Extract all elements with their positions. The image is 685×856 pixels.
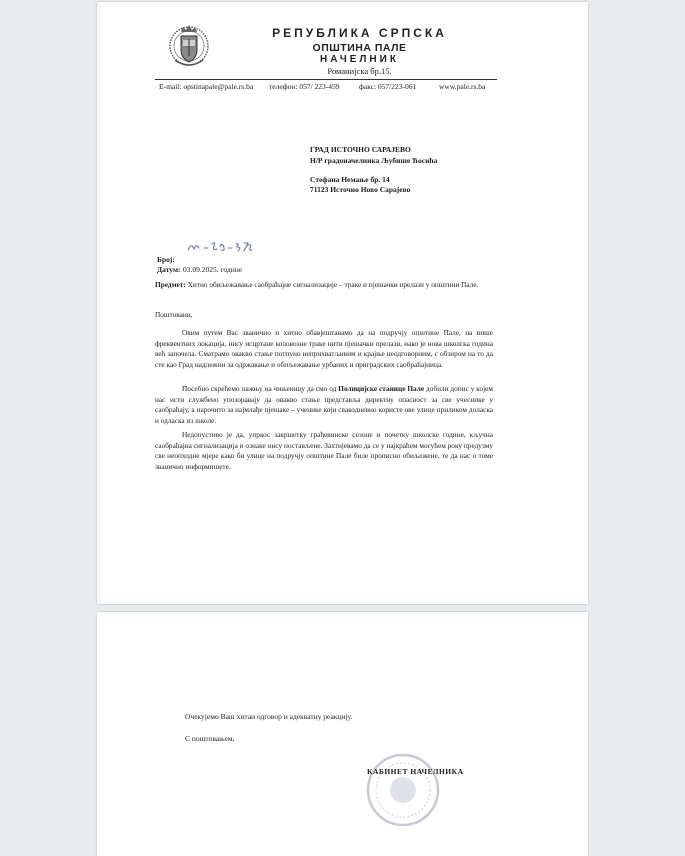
- letter-page-2: [97, 612, 588, 856]
- letterhead-office: НАЧЕЛНИК: [320, 54, 399, 65]
- subject-text: Хитно обиљежавање саобраћајне сигнализације – траке и пјешачки прелази у општини Пале.: [187, 280, 479, 289]
- greeting: Поштовани,: [155, 310, 193, 319]
- closing-expectation: Очекујемо Ваш хитан одговор и адекватну реакцију.: [185, 712, 353, 721]
- subject-label: Предмет:: [155, 280, 186, 289]
- body-paragraph-1: Овим путем Вас званично и хитно обавјештавамо да на подручју општине Пале, на више фреквентних локација, нису исцртане коловозне траке нити пјешачки прелази, иако је нова школска година већ започела. Сматрамо овакво стање потпуно неприхватљивим и крајње неодговорним, с обзиром на то да сте као Град надлежни за одржавање и обиљежавање урбаних и приградских саобраћајница.: [155, 328, 493, 369]
- signature-block: КАБИНЕТ НАЧЕЛНИКА: [367, 767, 464, 776]
- number-label: Број:: [157, 255, 175, 264]
- body-paragraph-3: Недопустиво је да, упркос завршетку грађевинске сезоне и почетку школске године, кључна саобраћајна сигнализација и ознаке нису постављене. Захтијевамо да се у најкраћем могућем року предузму све неопходне мјере како би улице на подручју општине Пале биле прописно обиљежене, те да нас о томе званично информишете.: [155, 430, 493, 471]
- date-value: 03.09.2025. године: [183, 265, 243, 274]
- recipient-line-2: Н/Р градоначелника Љубише Ћосића: [310, 156, 438, 165]
- police-station-name: Полицијске станице Пале: [338, 384, 425, 393]
- page-edge: [97, 2, 101, 604]
- handwritten-number: [186, 240, 256, 254]
- contact-web: www.pale.rs.ba: [439, 82, 486, 91]
- body-paragraph-2: Посебно скрећемо пажњу на чињеницу да смо од Полицијске станице Пале добили допис у којем нас исти службено упозоравају да овакво стање представља директну опасност за све учеснике у саобраћају, а нарочито за најмлађе пјешаке – ученике који свакодневно користе ове улице приликом доласка и одласка из школе.: [155, 384, 493, 425]
- closing-regards: С поштовањем,: [185, 734, 235, 743]
- coat-of-arms-icon: [167, 22, 211, 74]
- round-stamp-icon: [365, 752, 441, 828]
- letter-page-1: [97, 2, 588, 604]
- contact-email: E-mail: opstinapale@pale.rs.ba: [159, 82, 254, 91]
- letterhead-divider: [155, 79, 497, 80]
- contact-phone: телефон: 057/ 223-459: [269, 82, 340, 91]
- subject-line: [155, 280, 493, 291]
- letterhead-municipality: ОПШТИНА ПАЛЕ: [312, 42, 407, 54]
- recipient-line-3: Стефана Немање бр. 14: [310, 175, 390, 184]
- date-label: Датум:: [157, 265, 181, 274]
- letterhead-address: Романијска бр.15.: [327, 66, 392, 76]
- recipient-line-4: 71123 Источно Ново Сарајево: [310, 185, 411, 194]
- letterhead-republic: РЕПУБЛИКА СРПСКА: [272, 26, 447, 40]
- recipient-line-1: ГРАД ИСТОЧНО САРАЈЕВО: [310, 145, 411, 154]
- contact-fax: факс: 057/223-061: [359, 82, 417, 91]
